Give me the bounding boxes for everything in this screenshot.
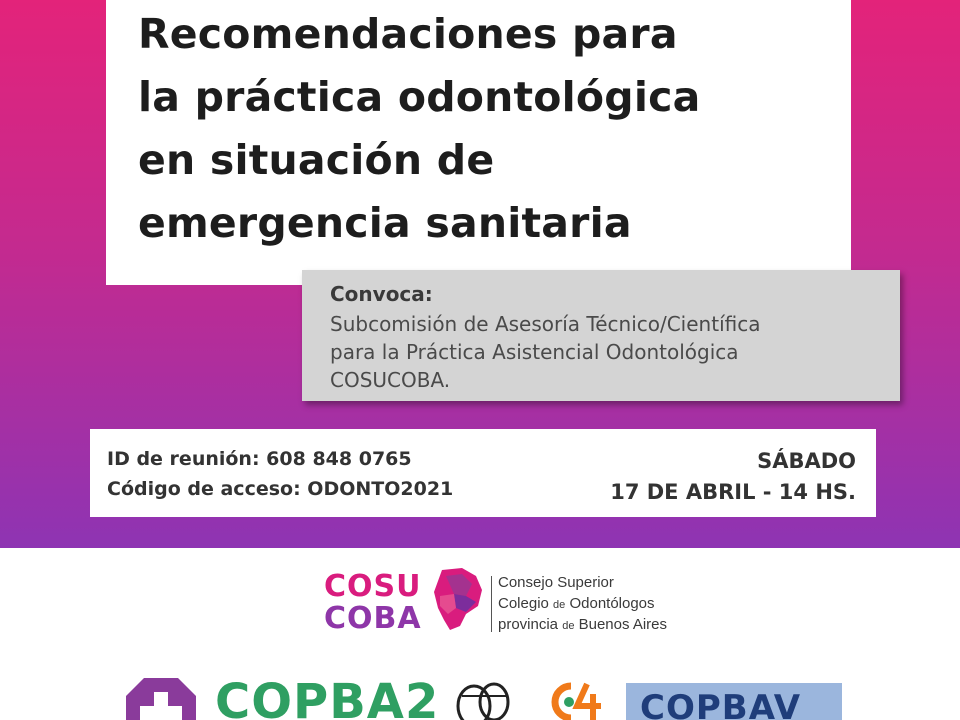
convoca-line-3: COSUCOBA. xyxy=(330,368,451,392)
buenos-aires-map-icon xyxy=(432,566,484,632)
meeting-id: ID de reunión: 608 848 0765 xyxy=(107,448,412,470)
cosucoba-logo xyxy=(320,560,680,640)
cosu-wordmark-top xyxy=(324,569,422,604)
title-line-3: en situación de xyxy=(138,136,495,184)
cosu-wordmark-bottom xyxy=(324,601,422,636)
title-line-4: emergencia sanitaria xyxy=(138,199,632,247)
c4-logo-icon xyxy=(547,678,607,720)
convoca-line-1: Subcomisión de Asesoría Técnico/Científica xyxy=(330,312,761,336)
partner-logos xyxy=(0,670,960,720)
meeting-info-card xyxy=(90,429,876,517)
access-code: Código de acceso: ODONTO2021 xyxy=(107,478,454,500)
odm-logo-icon xyxy=(448,678,520,720)
org-line-3: provincia de Buenos Aires xyxy=(498,616,668,633)
logo-divider xyxy=(491,576,492,632)
title-card xyxy=(106,0,851,285)
copbav-text: COPBAV xyxy=(640,688,802,720)
coba-text: COBA xyxy=(324,601,422,636)
title-line-2: la práctica odontológica xyxy=(138,73,701,121)
convoca-card xyxy=(302,270,900,401)
convoca-label: Convoca: xyxy=(330,282,433,306)
meeting-day: SÁBADO xyxy=(757,449,856,473)
cosu-text: COSU xyxy=(324,569,422,604)
purple-cross-logo-icon xyxy=(126,678,196,720)
meeting-date: 17 DE ABRIL - 14 HS. xyxy=(610,480,856,504)
org-line-2: Colegio de Odontólogos xyxy=(498,595,655,612)
org-line-1: Consejo Superior xyxy=(498,574,614,591)
copbav-logo xyxy=(626,683,842,720)
copba2-logo: COPBA2 xyxy=(215,674,440,720)
convoca-line-2: para la Práctica Asistencial Odontológica xyxy=(330,340,739,364)
title-line-1: Recomendaciones para xyxy=(138,10,678,58)
